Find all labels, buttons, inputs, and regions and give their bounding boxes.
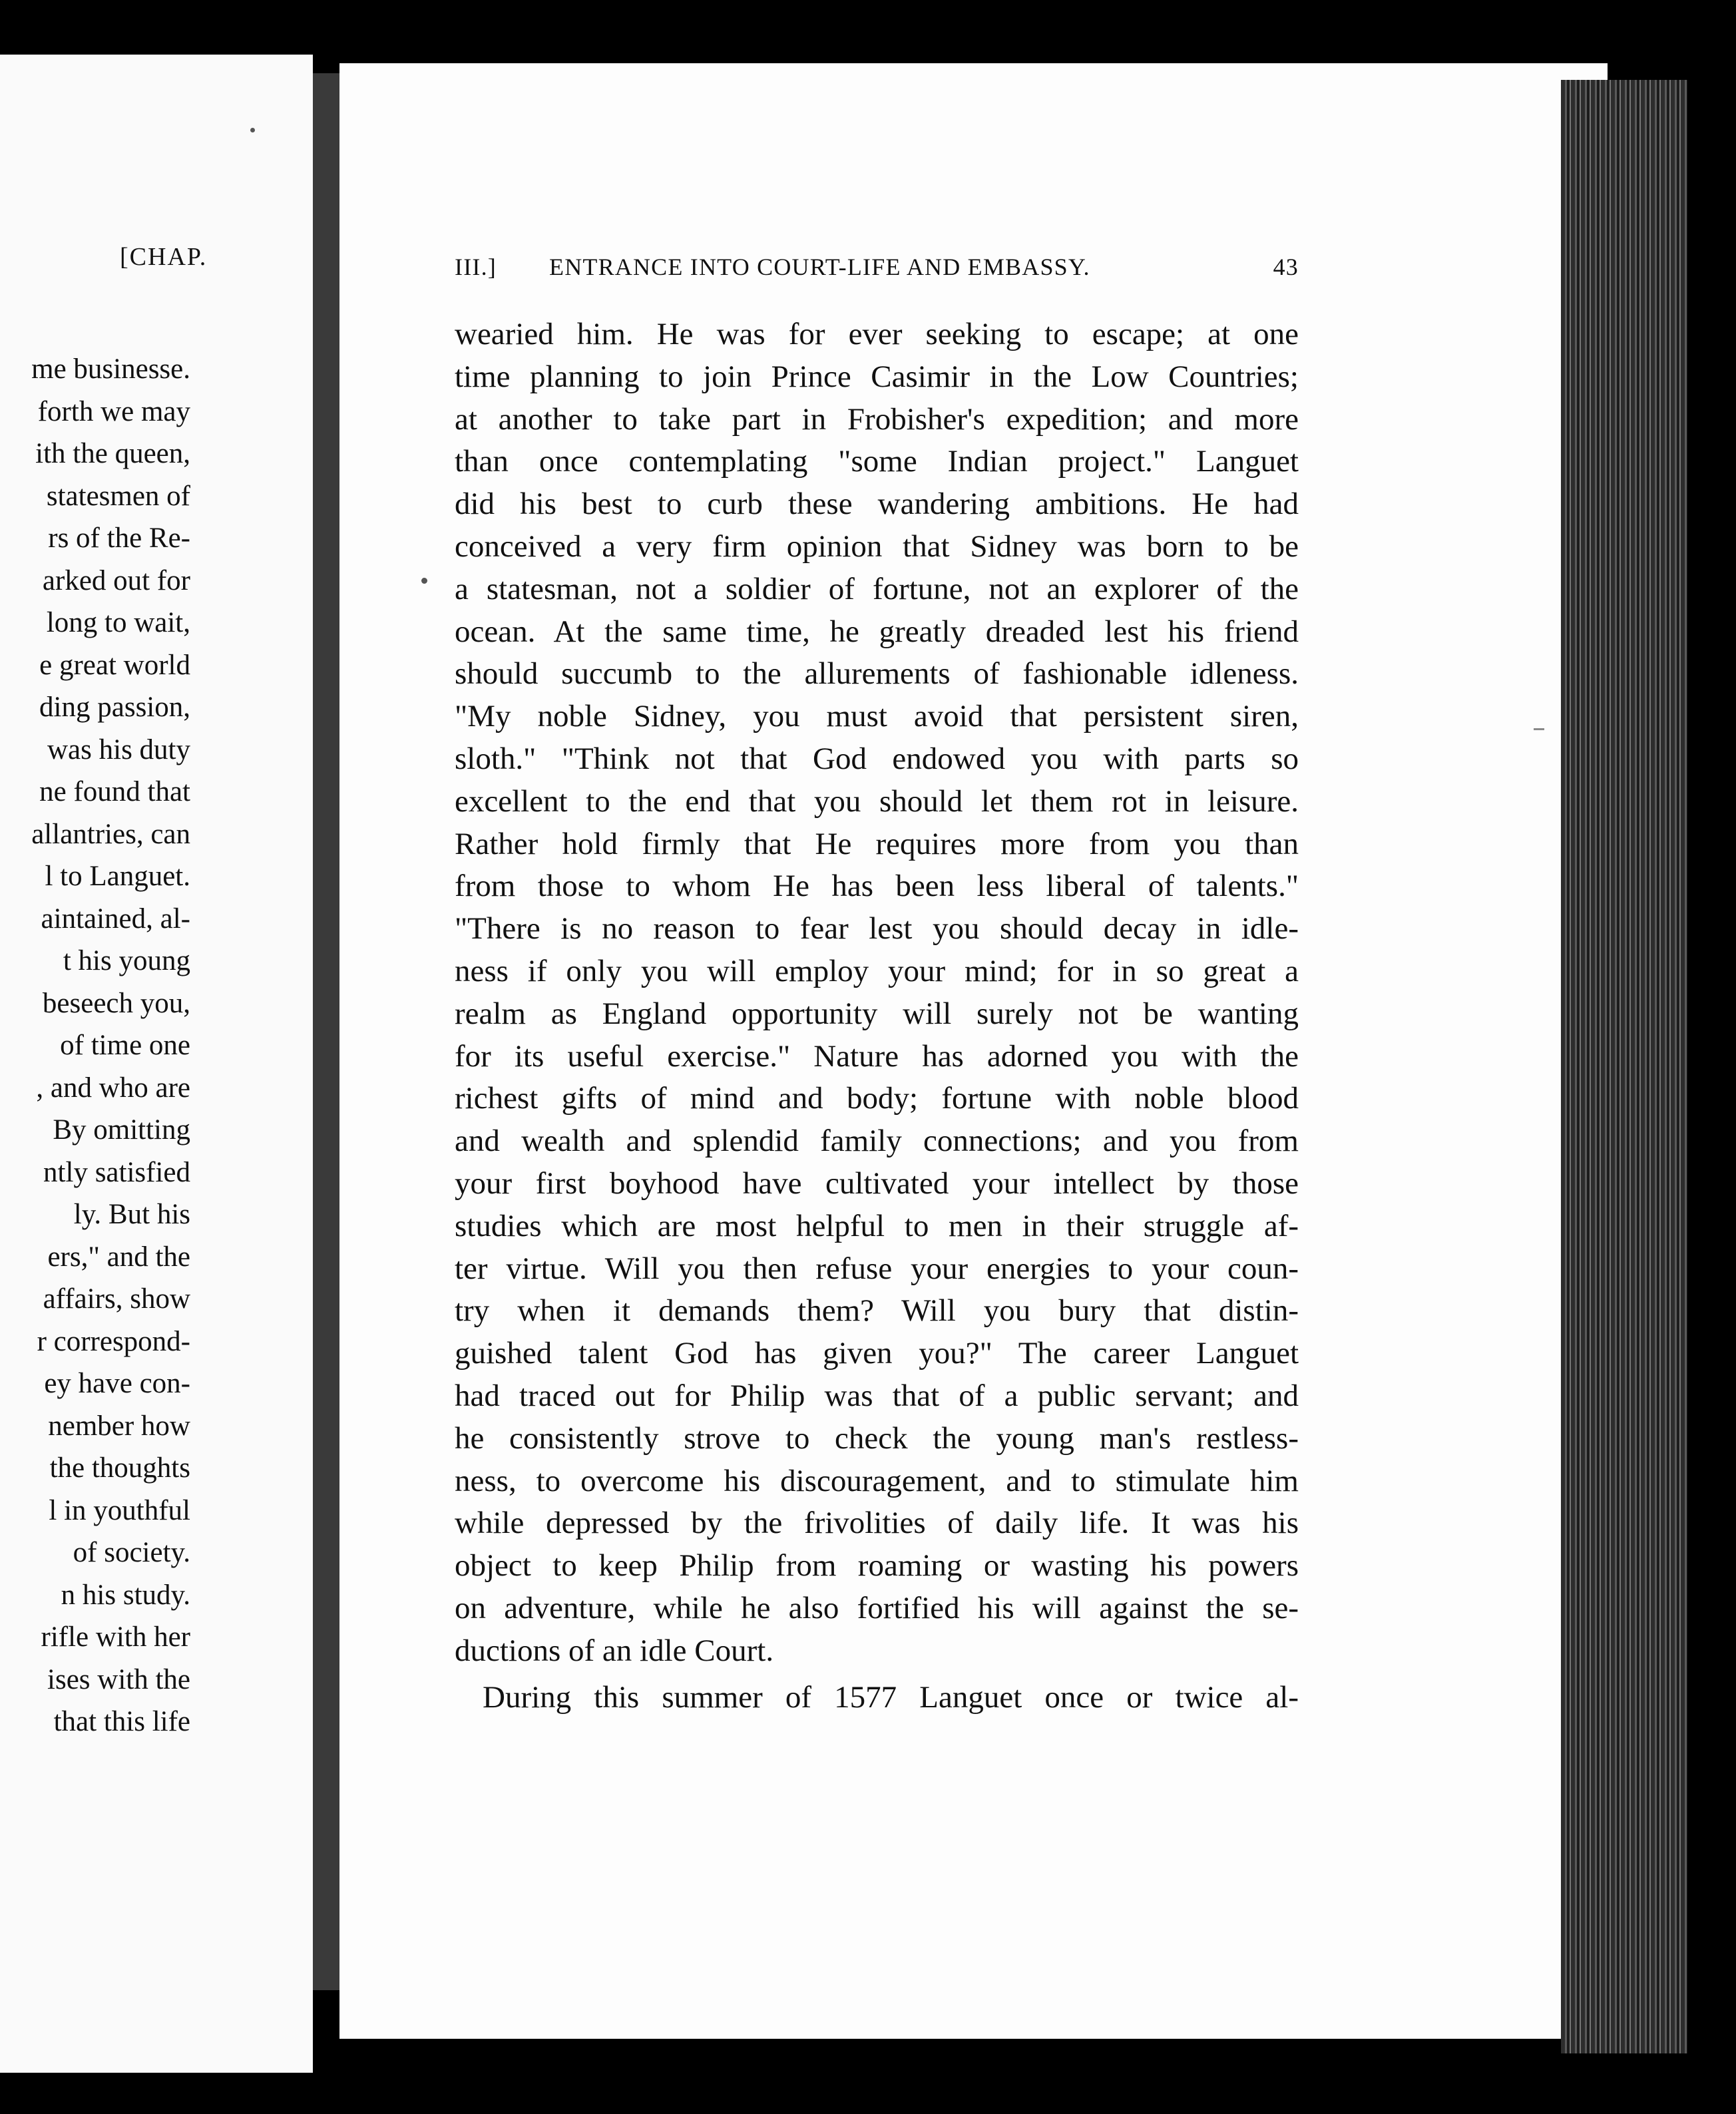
left-text-line: rifle with her: [41, 1621, 190, 1653]
left-text-line: By omitting: [53, 1114, 190, 1146]
left-text-line: the thoughts: [49, 1452, 190, 1484]
left-text-line: of time one: [60, 1030, 190, 1061]
left-text-line: forth we may: [37, 395, 190, 427]
left-text-line: aintained, al-: [41, 903, 190, 935]
text-line: ocean. At the same time, he greatly dreaded lest his friend: [455, 614, 1299, 649]
left-text-line: me businesse.: [31, 353, 190, 385]
left-text-line: of society.: [73, 1537, 190, 1568]
text-line: on adventure, while he also fortified his will against the se-: [455, 1591, 1299, 1625]
left-text-line: statesmen of: [46, 480, 190, 512]
left-text-line: nember how: [48, 1410, 190, 1442]
text-line: he consistently strove to check the young man's restless-: [455, 1420, 1299, 1456]
chapter-reference: III.]: [455, 254, 497, 280]
left-text-line: ith the queen,: [35, 438, 190, 469]
text-line: a statesman, not a soldier of fortune, not an explorer of the: [455, 571, 1299, 606]
text-line: at another to take part in Frobisher's expedition; and more: [455, 401, 1299, 437]
left-text-line: n his study.: [61, 1579, 190, 1611]
text-line: your first boyhood have cultivated your intellect by those: [455, 1166, 1299, 1201]
left-text-line: ntly satisfied: [43, 1156, 190, 1188]
text-line: try when it demands them? Will you bury that distin-: [455, 1293, 1299, 1329]
book-gutter: [313, 73, 339, 1990]
left-text-line: ding passion,: [39, 692, 190, 723]
text-line: ter virtue. Will you then refuse your energies to your coun-: [455, 1251, 1299, 1286]
text-line: had traced out for Philip was that of a public servant; and: [455, 1378, 1299, 1413]
left-text-line: ises with the: [47, 1663, 190, 1695]
left-text-line: e great world: [39, 649, 190, 681]
text-line: "My noble Sidney, you must avoid that persistent siren,: [455, 699, 1299, 734]
margin-mark: [421, 578, 427, 584]
left-text-line: ers," and the: [47, 1241, 190, 1273]
text-line: for its useful exercise." Nature has adorned you with the: [455, 1038, 1299, 1074]
paragraph-start-line: During this summer of 1577 Languet once or twice al-: [483, 1679, 1299, 1715]
text-line: ductions of an idle Court.: [455, 1633, 774, 1668]
text-line: conceived a very firm opinion that Sidney was born to be: [455, 529, 1299, 564]
running-title: ENTRANCE INTO COURT-LIFE AND EMBASSY.: [549, 254, 1090, 280]
text-line: time planning to join Prince Casimir in the Low Countries;: [455, 359, 1299, 394]
text-line: than once contemplating "some Indian project." Languet: [455, 444, 1299, 479]
left-text-line: l to Languet.: [45, 861, 190, 892]
text-line: "There is no reason to fear lest you should decay in idle-: [455, 911, 1299, 947]
left-text-line: ne found that: [39, 776, 190, 807]
text-line: studies which are most helpful to men in their struggle af-: [455, 1208, 1299, 1243]
text-line: richest gifts of mind and body; fortune with noble blood: [455, 1081, 1299, 1116]
left-text-line: , and who are: [36, 1072, 190, 1104]
text-line: realm as England opportunity will surely not be wanting: [455, 996, 1299, 1031]
left-text-line: that this life: [53, 1706, 190, 1737]
text-line: from those to whom He has been less liberal of talents.": [455, 869, 1299, 904]
left-text-line: was his duty: [47, 734, 190, 765]
left-text-line: beseech you,: [42, 987, 190, 1019]
text-line: guished talent God has given you?" The career Languet: [455, 1336, 1299, 1371]
left-text-line: long to wait,: [46, 607, 190, 638]
page-number: 43: [1273, 254, 1299, 280]
page-fore-edge: [1561, 80, 1687, 2053]
text-line: object to keep Philip from roaming or wasting his powers: [455, 1548, 1299, 1584]
left-text-line: ey have con-: [44, 1368, 190, 1399]
left-text-line: r correspond-: [37, 1325, 190, 1357]
text-line: should succumb to the allurements of fashionable idleness.: [455, 656, 1299, 692]
left-text-line: arked out for: [42, 564, 190, 596]
text-line: sloth." "Think not that God endowed you with parts so: [455, 741, 1299, 776]
text-line: ness if only you will employ your mind; for in so great a: [455, 954, 1299, 988]
left-text-line: t his young: [63, 945, 190, 976]
text-line: ness, to overcome his discouragement, and to stimulate him: [455, 1463, 1299, 1498]
text-line: excellent to the end that you should let them rot in leisure.: [455, 783, 1299, 819]
left-text-line: allantries, can: [31, 818, 190, 850]
ink-speck: [250, 128, 255, 132]
left-text-line: rs of the Re-: [48, 523, 190, 554]
margin-mark: [1534, 728, 1544, 730]
facing-page-left: [0, 55, 313, 2073]
left-text-line: affairs, show: [43, 1283, 190, 1315]
text-line: wearied him. He was for ever seeking to escape; at one: [455, 317, 1299, 351]
text-line: and wealth and splendid family connections; and you from: [455, 1124, 1299, 1159]
left-running-head: [CHAP.: [120, 243, 208, 271]
text-line: Rather hold firmly that He requires more from you than: [455, 826, 1299, 861]
left-text-line: ly. But his: [73, 1199, 190, 1230]
left-text-line: l in youthful: [49, 1494, 190, 1526]
text-line: did his best to curb these wandering ambitions. He had: [455, 487, 1299, 522]
text-line: while depressed by the frivolities of daily life. It was his: [455, 1506, 1299, 1541]
